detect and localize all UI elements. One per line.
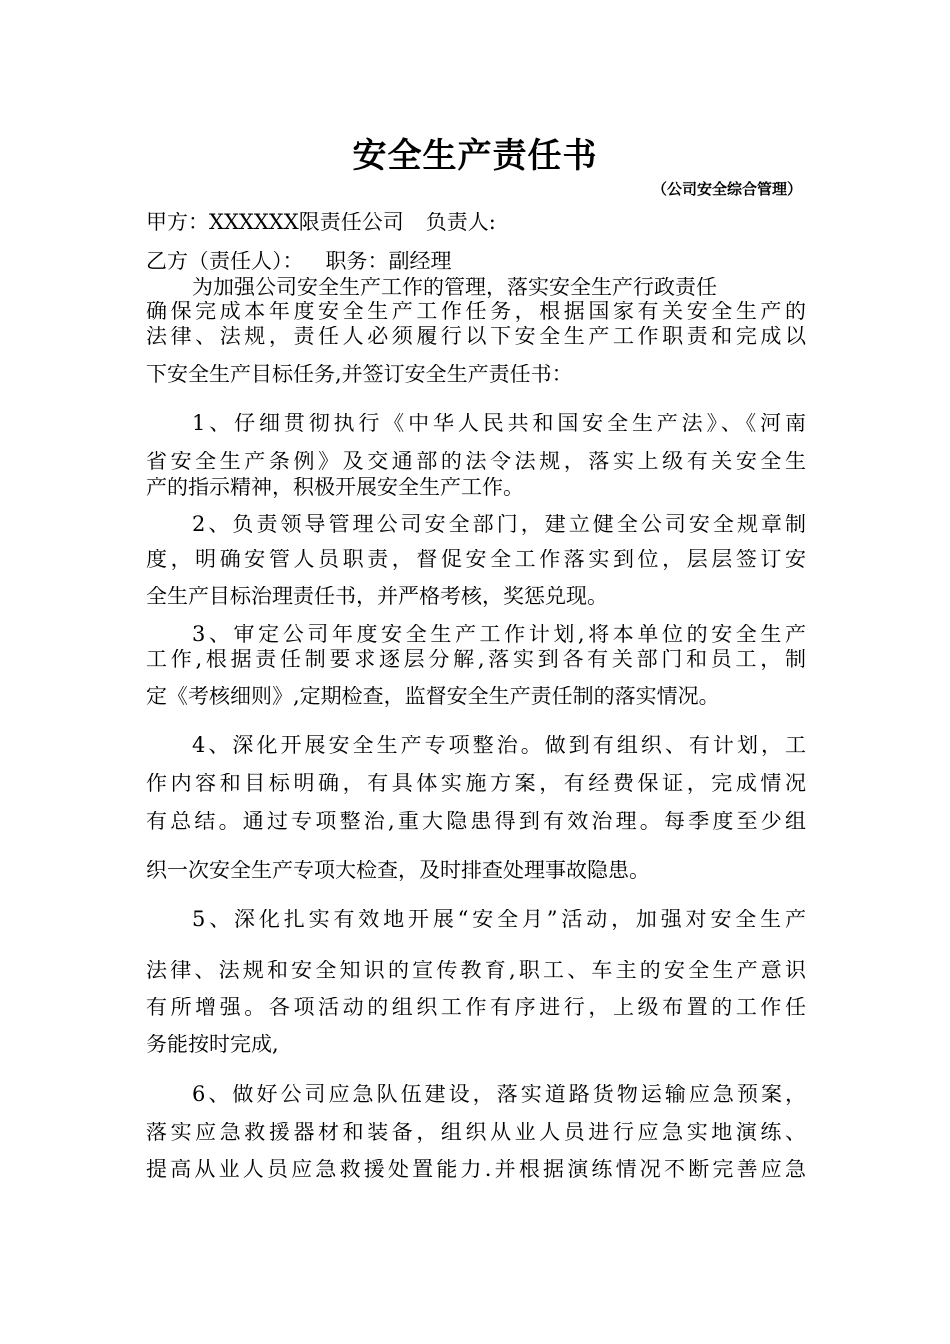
- body-line: 为加强公司安全生产工作的管理，落实安全生产行政责任: [192, 277, 717, 298]
- body-line: 4、深化开展安全生产专项整治。做到有组织、有计划，工: [192, 735, 806, 756]
- body-line: 3、审定公司年度安全生产工作计划,将本单位的安全生产: [192, 624, 806, 645]
- document-title: 安全生产责任书: [352, 136, 598, 176]
- body-line: 1、仔细贯彻执行《中华人民共和国安全生产法》、《河南: [192, 413, 806, 434]
- party-a-person: 负责人:: [425, 212, 496, 233]
- body-line: 产的指示精神，积极开展安全生产工作。: [146, 477, 524, 498]
- body-line: 织一次安全生产专项大检查，及时排查处理事故隐患。: [146, 860, 650, 881]
- body-line: 下安全生产目标任务,并签订安全生产责任书：: [146, 364, 573, 385]
- body-line: 省安全生产条例》及交通部的法令法规，落实上级有关安全生: [146, 451, 806, 472]
- document-subtitle: （公司安全综合管理）: [651, 180, 802, 198]
- body-line: 定《考核细则》,定期检查，监督安全生产责任制的落实情况。: [146, 686, 720, 707]
- party-b-position: 职务：副经理: [325, 251, 452, 272]
- body-line: 有总结。通过专项整治,重大隐患得到有效治理。每季度至少组: [146, 811, 806, 832]
- body-line: 5、深化扎实有效地开展“安全月”活动，加强对安全生产: [192, 909, 806, 930]
- body-line: 落实应急救援器材和装备，组织从业人员进行应急实地演练、: [146, 1122, 806, 1143]
- party-a-line: [146, 212, 806, 233]
- party-b-line: [146, 251, 806, 272]
- body-line: 提高从业人员应急救援处置能力.并根据演练情况不断完善应急: [146, 1159, 806, 1180]
- body-line: 务能按时完成,: [146, 1034, 279, 1055]
- body-line: 6、做好公司应急队伍建设，落实道路货物运输应急预案，: [192, 1084, 806, 1105]
- body-line: 工作,根据责任制要求逐层分解,落实到各有关部门和员工，制: [146, 649, 806, 670]
- body-line: 有所增强。各项活动的组织工作有序进行，上级布置的工作任: [146, 997, 806, 1018]
- body-line: 法律、法规和安全知识的宣传教育,职工、车主的安全生产意识: [146, 960, 806, 981]
- body-line: 2、负责领导管理公司安全部门，建立健全公司安全规章制: [192, 514, 806, 535]
- body-line: 全生产目标治理责任书，并严格考核，奖惩兑现。: [146, 586, 608, 607]
- body-line: 确保完成本年度安全生产工作任务，根据国家有关安全生产的: [146, 301, 806, 322]
- body-line: 法律、法规，责任人必须履行以下安全生产工作职责和完成以: [146, 326, 806, 347]
- body-line: 作内容和目标明确，有具体实施方案，有经费保证，完成情况: [146, 773, 806, 794]
- body-line: 度，明确安管人员职责，督促安全工作落实到位，层层签订安: [146, 549, 806, 570]
- party-b-label: 乙方（责任人）：: [146, 251, 304, 272]
- party-a-label: 甲方：XXXXXX限责任公司: [146, 212, 404, 233]
